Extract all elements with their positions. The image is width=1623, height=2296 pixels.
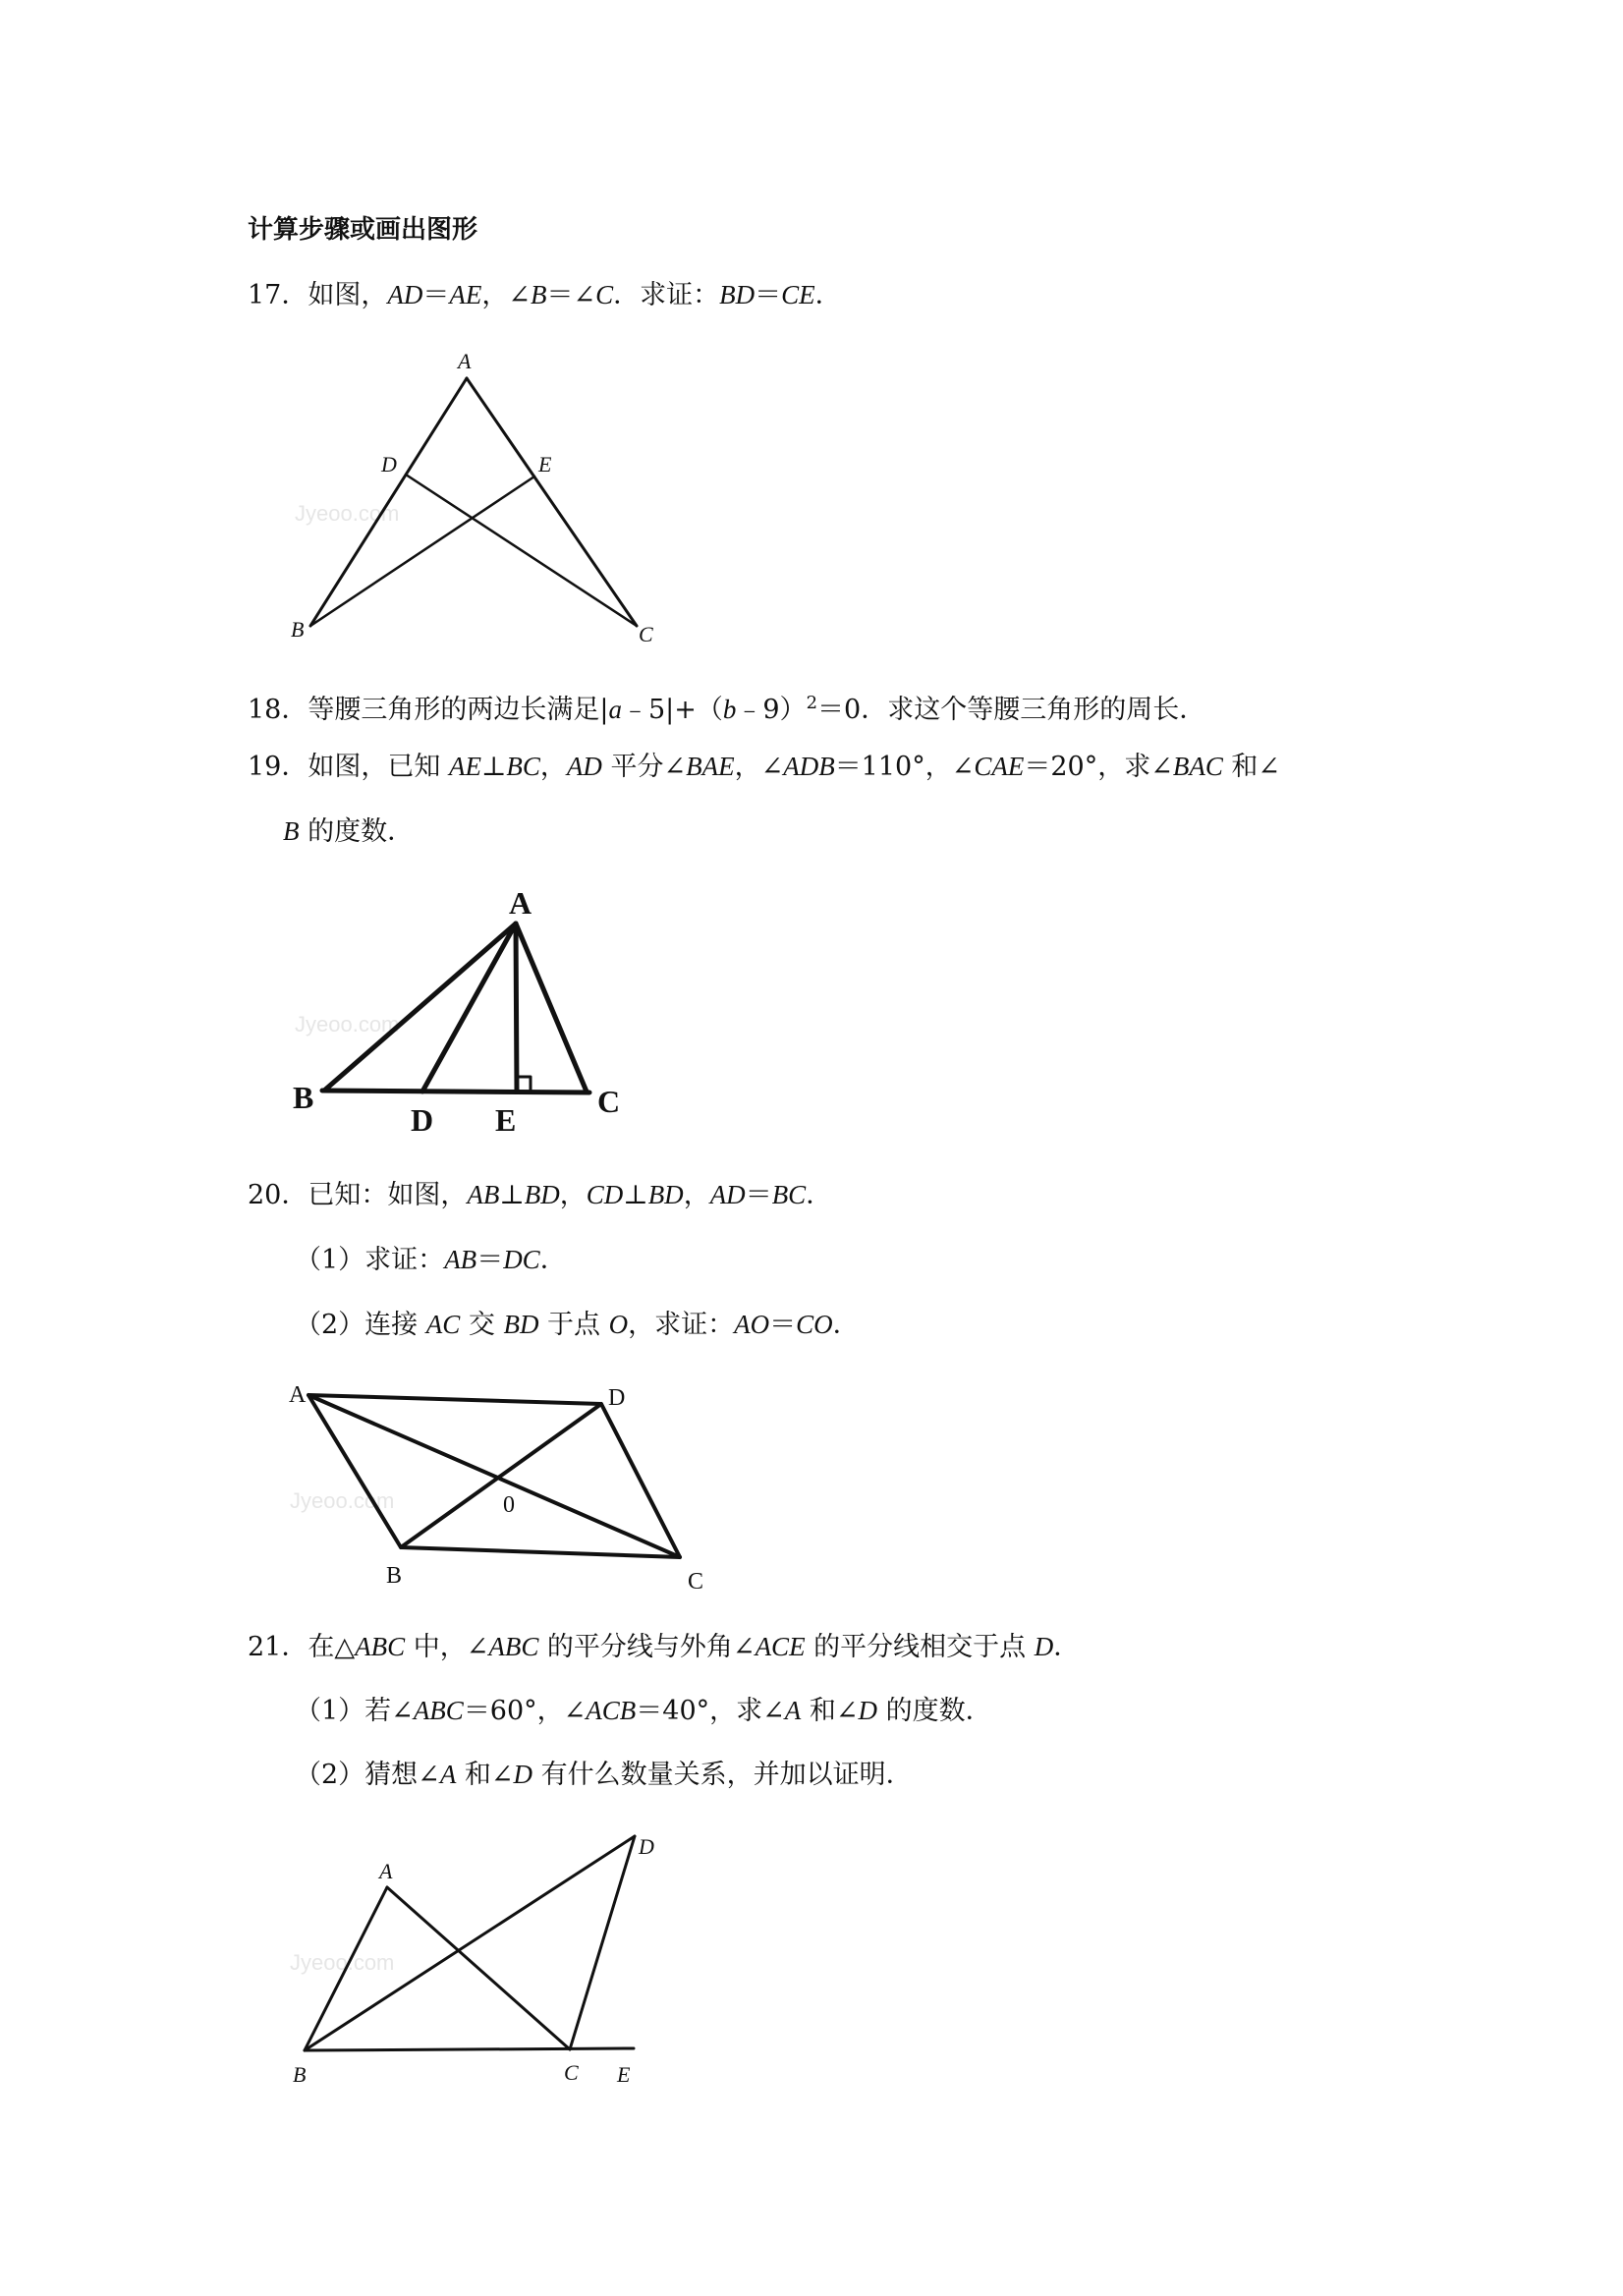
text: ＝: [769, 1310, 797, 1340]
math: AD: [566, 752, 602, 781]
math: O: [608, 1310, 629, 1339]
math: AC: [425, 1310, 461, 1339]
math: AB: [444, 1245, 477, 1274]
question-21-part-2: [295, 1757, 913, 1793]
question-18: [248, 686, 1205, 728]
label-b: B: [293, 1080, 314, 1115]
label-b: B: [291, 617, 305, 642]
text: 和∠: [1222, 752, 1281, 782]
section-heading: 计算步骤或画出图形: [248, 215, 478, 245]
math: AE: [449, 280, 482, 309]
math: ACB: [586, 1696, 637, 1725]
text: 的平分线与外角∠: [538, 1632, 756, 1662]
question-21-part-1: [295, 1693, 992, 1729]
text: ＝110°，∠: [834, 752, 975, 782]
label-e: E: [538, 452, 552, 476]
question-number: 17．: [248, 280, 308, 310]
text: 的度数．: [299, 816, 415, 847]
text: ＝: [745, 1180, 772, 1210]
text: ＝: [755, 280, 782, 310]
text: 有什么数量关系，并加以证明．: [532, 1760, 913, 1790]
text: ﹣5|+（: [621, 695, 723, 725]
math: BAC: [1172, 752, 1223, 781]
text: ．: [832, 1310, 860, 1340]
text: ．: [814, 280, 842, 310]
label-d: D: [381, 452, 397, 476]
math: CO: [796, 1310, 833, 1339]
math: A: [784, 1696, 802, 1725]
text: 如图，: [308, 280, 388, 310]
math: ABC: [488, 1632, 539, 1661]
math: ADB: [783, 752, 835, 781]
label-b: B: [293, 2062, 307, 2087]
text: ，: [539, 752, 567, 782]
text: 已知：如图，: [308, 1180, 468, 1210]
label-c: C: [564, 2060, 579, 2085]
question-20-part-1: [295, 1242, 567, 1278]
text: 和∠: [456, 1760, 514, 1790]
text: ，求证：: [628, 1310, 735, 1340]
math: ABC: [355, 1632, 406, 1661]
text: ．: [1053, 1632, 1081, 1662]
text: 中，∠: [405, 1632, 489, 1662]
math: AD: [709, 1180, 746, 1209]
math: D: [1034, 1632, 1054, 1661]
question-19: [248, 749, 1280, 785]
label-o: 0: [503, 1492, 515, 1518]
label-b: B: [386, 1563, 403, 1589]
figure-q19: [285, 879, 639, 1145]
math: AO: [734, 1310, 770, 1339]
text: 交: [460, 1310, 504, 1340]
label-c: C: [639, 622, 653, 646]
text: ，: [683, 1180, 710, 1210]
watermark: Jyeoo.com: [290, 1950, 395, 1975]
text: ＝40°，求∠: [636, 1696, 785, 1726]
text: 的度数．: [877, 1696, 992, 1726]
text: 和∠: [801, 1696, 859, 1726]
label-a: A: [509, 885, 532, 921]
math: B: [530, 280, 547, 309]
text: ．求证：: [613, 280, 720, 310]
text: （1）求证：: [295, 1245, 445, 1275]
question-number: 18．: [248, 695, 308, 725]
question-20: [248, 1177, 832, 1213]
watermark: Jyeoo.com: [295, 501, 400, 526]
watermark: Jyeoo.com: [295, 1012, 400, 1036]
math: C: [595, 280, 614, 309]
text: 平分∠: [601, 752, 687, 782]
text: ＝0．求这个等腰三角形的周长．: [817, 695, 1206, 725]
question-number: 21．: [248, 1632, 308, 1662]
text: ＝: [422, 280, 450, 310]
text: （1）若∠: [295, 1696, 414, 1726]
math: CE: [781, 280, 815, 309]
label-a: A: [458, 349, 472, 373]
figure-q17: [285, 349, 668, 648]
text: ，: [559, 1180, 587, 1210]
question-17: [248, 277, 842, 313]
watermark: Jyeoo.com: [290, 1488, 395, 1513]
math: A: [439, 1760, 457, 1789]
math: AE: [448, 752, 481, 781]
math: a: [608, 695, 622, 724]
text: ⊥: [499, 1180, 525, 1210]
label-c: C: [688, 1569, 704, 1595]
text: ．: [806, 1180, 833, 1210]
math: BAE: [686, 752, 735, 781]
math: BD: [719, 280, 756, 309]
label-e: E: [495, 1102, 517, 1138]
figure-q20: [285, 1371, 717, 1601]
exponent: 2: [806, 693, 818, 713]
question-21: [248, 1629, 1080, 1665]
text: （2）连接: [295, 1310, 426, 1340]
text: ，∠: [734, 752, 784, 782]
math: BD: [524, 1180, 560, 1209]
text: ﹣9）: [736, 695, 807, 725]
text: 于点: [538, 1310, 609, 1340]
question-number: 20．: [248, 1180, 308, 1210]
math: AB: [467, 1180, 500, 1209]
question-20-part-2: [295, 1307, 860, 1343]
math: BC: [771, 1180, 807, 1209]
math: b: [722, 695, 737, 724]
math: ABC: [413, 1696, 464, 1725]
math: D: [513, 1760, 533, 1789]
text: ．: [539, 1245, 567, 1275]
question-number: 19．: [248, 752, 308, 782]
text: ＝∠: [546, 280, 596, 310]
text: 如图，已知: [308, 752, 449, 782]
label-a: A: [379, 1859, 393, 1883]
math: CD: [586, 1180, 624, 1209]
text: ，∠: [481, 280, 531, 310]
math: CAE: [974, 752, 1025, 781]
label-a: A: [289, 1382, 307, 1408]
math: BD: [503, 1310, 539, 1339]
text: ⊥: [480, 752, 507, 782]
label-d: D: [608, 1385, 626, 1411]
math: B: [283, 816, 300, 846]
label-e: E: [617, 2062, 631, 2087]
math: BD: [647, 1180, 684, 1209]
label-d: D: [639, 1834, 654, 1859]
label-d: D: [411, 1102, 434, 1138]
math: DC: [503, 1245, 540, 1274]
text: ＝20°，求∠: [1024, 752, 1173, 782]
text: ⊥: [623, 1180, 648, 1210]
text: 在△: [308, 1632, 356, 1662]
text: 的平分线相交于点: [805, 1632, 1035, 1662]
text: ＝: [476, 1245, 504, 1275]
math: ACE: [755, 1632, 806, 1661]
question-19-cont: [283, 813, 414, 850]
math: D: [858, 1696, 877, 1725]
text: 等腰三角形的两边长满足|: [308, 695, 609, 725]
label-c: C: [597, 1084, 621, 1119]
math: AD: [387, 280, 423, 309]
text: （2）猜想∠: [295, 1760, 440, 1790]
text: ＝60°，∠: [463, 1696, 587, 1726]
figure-q21: [285, 1822, 698, 2098]
math: BC: [506, 752, 540, 781]
